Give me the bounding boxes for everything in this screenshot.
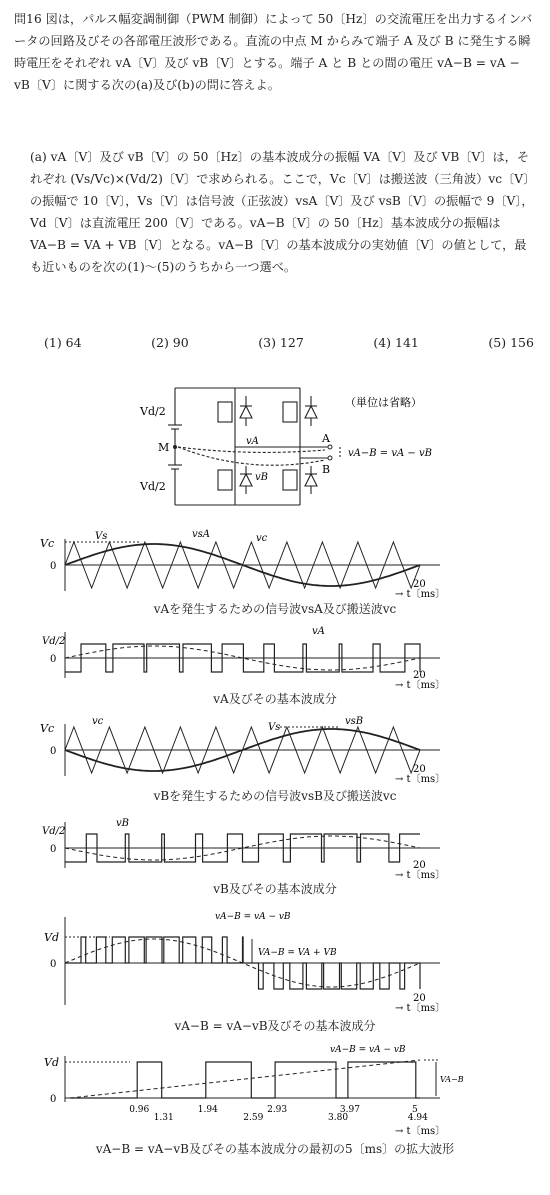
- zero-label: 0: [50, 561, 57, 572]
- vsa-label: vsA: [192, 529, 211, 540]
- t20-label-2: 20: [413, 670, 426, 681]
- vs-label-2: Vs: [268, 722, 281, 733]
- t-axis-label: → t〔ms〕: [395, 589, 446, 600]
- vd2-label-2: Vd/2: [42, 826, 66, 837]
- zoom-tick-label: 1.94: [197, 1105, 218, 1115]
- question-stem: 図は，パルス幅変調制御（PWM 制御）によって 50〔Hz〕の交流電圧を出力するインバータの回路及びその各部電圧波形である。直流の中点 M からみて端子 A 及び B に発生する瞬時電圧をそれぞれ vA〔V〕及び vB〔V〕とする。端子 A と B との間の電圧 vA−B = vA − vB〔V〕に関する次の(a)及び(b)の問に答えよ。: [14, 12, 533, 92]
- vb-label: vB: [255, 472, 268, 483]
- option-5[interactable]: (5) 156: [488, 335, 534, 350]
- zoom-tick-label: 0.96: [129, 1105, 150, 1115]
- vc-axis-label-2: Vc: [40, 722, 55, 735]
- zoom-tick-label: 5: [412, 1105, 418, 1115]
- t20-label-3: 20: [413, 764, 426, 775]
- zoom-tick-label: 2.59: [243, 1113, 264, 1123]
- unit-note: （単位は省略）: [345, 396, 422, 409]
- t20-label-5: 20: [413, 993, 426, 1004]
- t20-label-4: 20: [413, 860, 426, 871]
- caption-1: vAを発生するための信号波vsA及び搬送波vc: [153, 602, 397, 616]
- vd-label: Vd: [44, 931, 59, 944]
- zero-label-4: 0: [50, 844, 57, 855]
- t-axis-label-6: → t〔ms〕: [395, 1126, 446, 1137]
- terminal-b-label: B: [322, 463, 331, 476]
- zoom-tick-label: 3.97: [339, 1105, 360, 1115]
- vd-half-bottom: Vd/2: [140, 480, 166, 493]
- panel-signal-vsa: [0, 525, 550, 600]
- option-1[interactable]: (1) 64: [44, 335, 82, 350]
- t-axis-label-5: → t〔ms〕: [395, 1003, 446, 1014]
- part-a-text: (a) vA〔V〕及び vB〔V〕の 50〔Hz〕の基本波成分の振幅 VA〔V〕及び VB〔V〕は，それぞれ (Vs/Vc)×(Vd/2)〔V〕で求められる。ここで，Vc〔V〕は搬送波（三角波）vc〔V〕の振幅で 10〔V〕，Vs〔V〕は信号波（正弦波）vsA〔V〕及び vsB〔V〕の振幅で 9〔V〕，Vd〔V〕は直流電圧 200〔V〕である。vA−B〔V〕の 50〔Hz〕基本波成分の振幅は VA−B = VA + VB〔V〕となる。vA−B〔V〕の基本波成分の実効値〔V〕の値として，最も近いものを次の(1)〜(5)のうちから一つ選べ。: [30, 150, 536, 274]
- panel-va: [0, 622, 550, 690]
- question-number: 問16: [14, 12, 42, 26]
- t-axis-label-2: → t〔ms〕: [395, 680, 446, 690]
- t-axis-label-4: → t〔ms〕: [395, 870, 446, 880]
- vc-carrier-label: vc: [256, 533, 268, 544]
- zero-label-2: 0: [50, 654, 57, 665]
- option-4[interactable]: (4) 141: [373, 335, 419, 350]
- option-2[interactable]: (2) 90: [151, 335, 189, 350]
- panel-vb: [0, 812, 550, 880]
- zoom-tick-label: 3.80: [328, 1113, 349, 1123]
- zero-label-3: 0: [50, 746, 57, 757]
- question-stem-block: [14, 8, 538, 96]
- vd2-label: Vd/2: [42, 636, 66, 647]
- vab-wave-label: vA−B = vA − vB: [215, 912, 291, 922]
- caption-3: vBを発生するための信号波vsB及び搬送波vc: [153, 789, 397, 803]
- vab-amp-label-2: VA−B: [440, 1075, 464, 1084]
- vab-amp-label: VA−B = VA + VB: [258, 948, 337, 958]
- inverter-circuit: [0, 370, 550, 520]
- vab-zoom-label: vA−B = vA − vB: [330, 1045, 406, 1055]
- panel-vab-zoom: [0, 1038, 550, 1140]
- terminal-a-label: A: [322, 432, 330, 445]
- va-label: vA: [246, 436, 259, 447]
- vab-equation: vA−B = vA − vB: [348, 448, 432, 459]
- t20-label: 20: [413, 579, 426, 590]
- zero-label-6: 0: [50, 1094, 57, 1105]
- caption-6: vA−B = vA−vB及びその基本波成分の最初の5〔ms〕の拡大波形: [95, 1142, 455, 1156]
- vc-carrier-label-2: vc: [92, 716, 104, 727]
- zoom-tick-label: 2.93: [267, 1105, 288, 1115]
- caption-4: vB及びその基本波成分: [213, 882, 337, 896]
- vsb-label: vsB: [345, 716, 364, 727]
- panel-signal-vsb: [0, 712, 550, 787]
- vb-wave-label: vB: [116, 818, 129, 829]
- node-m-label: M: [158, 441, 170, 454]
- caption-5: vA−B = vA−vB及びその基本波成分: [174, 1019, 376, 1033]
- vd-half-top: Vd/2: [140, 405, 166, 418]
- vs-label: Vs: [95, 531, 108, 542]
- vd-label-2: Vd: [44, 1056, 59, 1069]
- zoom-tick-label: 4.94: [407, 1113, 428, 1123]
- zoom-tick-label: 1.31: [153, 1113, 174, 1123]
- panel-vab: [0, 905, 550, 1017]
- answer-options: [44, 335, 534, 350]
- zero-label-5: 0: [50, 959, 57, 970]
- option-3[interactable]: (3) 127: [258, 335, 304, 350]
- t-axis-label-3: → t〔ms〕: [395, 774, 446, 785]
- va-wave-label: vA: [312, 626, 325, 637]
- vc-axis-label: Vc: [40, 537, 55, 550]
- caption-2: vA及びその基本波成分: [213, 692, 337, 706]
